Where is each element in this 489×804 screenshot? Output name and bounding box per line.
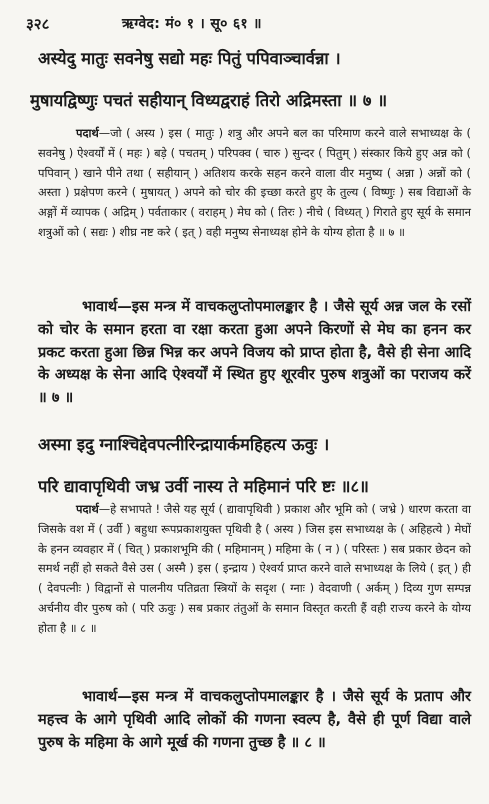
mantra-7-line-2: मुषायद्विष्णुः पचतं सहीयान् विध्यद्वराहं तिरो अद्रिमस्ता ॥ ७ ॥	[30, 91, 388, 110]
bhavartha-7	[38, 296, 471, 410]
padartha-8-text: —हे सभापते ! जैसे यह सूर्य ( द्यावापृथिवी ) प्रकाश और भूमि को ( जभ्रे ) धारण करता वा जिसके वश में ( उर्वी ) बहुधा रूपप्रकाशयुक्त पृथिवी है ( अस्य ) जिस इस सभाध्यक्ष के ( अहिहत्ये ) मेघों के हनन व्यवहार में ( चित् ) प्रकाशभूमि की ( महिमानम् ) महिमा के ( न ) ( परिस्तः ) सब प्रकार छेदन को समर्थ नहीं हो सकते वैसे उस ( अस्मै ) इस ( इन्द्राय ) ऐश्वर्य प्राप्त करने वाले सभाध्यक्ष के लिये ( इत् ) ही ( देवपत्नीः ) विद्वानों से पालनीय पतिव्रता स्त्रियों के सदृश ( ग्नाः ) वेदवाणी ( अर्कम् ) दिव्य गुण सम्पन्न अर्चनीय वीर पुरुष को ( परि ऊवुः ) सब प्रकार तंतुओं के समान विस्तृत करती हैं वही राज्य करने के योग्य होता है ॥ ८ ॥	[38, 502, 471, 635]
bhavartha-8-text: —इस मन्त्र में वाचकलुप्तोपमालङ्कार है । जैसे सूर्य के प्रताप और महत्त्व के आगे पृथिवी आदि लोकों की गणना स्वल्प है, वैसे ही पूर्ण विद्या वाले पुरुष के महिमा के आगे मूर्ख की गणना तुच्छ है ॥ ८ ॥	[38, 688, 471, 751]
padartha-label: पदार्थ	[76, 126, 99, 140]
page-header	[26, 14, 463, 36]
mantra-8-line-2: परि द्यावापृथिवी जभ्र उर्वी नास्य ते महिमानं परि ष्टः ॥८॥	[38, 477, 369, 496]
padartha-7-text: —जो ( अस्य ) इस ( मातुः ) शत्रु और अपने बल का परिमाण करने वाले सभाध्यक्ष के ( सवनेषु ) ऐश्वर्यों में ( महः ) बड़े ( पचतम् ) परिपक्व ( चारु ) सुन्दर ( पितुम् ) संस्कार किये हुए अन्न को ( पपिवान् ) खाने पीने तथा ( सहीयान् ) अतिशय करके सहन करने वाला वीर मनुष्य ( अन्ना ) अन्नों को ( अस्ता ) प्रक्षेपण करने ( मुषायत् ) अपने को चोर की इच्छा करते हुए के तुल्य ( विष्णुः ) सब विद्याओं के अङ्गों में व्यापक ( अद्रिम् ) पर्वताकार ( वराहम् ) मेघ को ( तिरः ) नीचे ( विध्यत् ) गिराते हुए सूर्य के समान शत्रुओं को ( सद्यः ) शीघ्र नष्ट करे ( इत् ) वही मनुष्य सेनाध्यक्ष होने के योग्य होता है ॥ ७ ॥	[38, 126, 471, 239]
bhavartha-7-text: —इस मन्त्र में वाचकलुप्तोपमालङ्कार है । जैसे सूर्य अन्न जल के रसों को चोर के समान हरता वा रक्षा करता हुआ अपने किरणों से मेघ का हनन कर प्रकट करता हुआ छिन्न भिन्न कर अपने विजय को प्राप्त होता है, वैसे ही सेना आदि के अध्यक्ष के सेना आदि ऐश्वर्यों में स्थित हुए शूरवीर पुरुष शत्रुओं का पराजय करें ॥ ७ ॥	[38, 298, 471, 407]
padartha-label: पदार्थ	[76, 502, 99, 516]
page-number: ३२८	[26, 15, 50, 33]
running-title: ऋग्वेद: मं० १ । सू० ६१ ॥	[122, 16, 262, 32]
bhavartha-8	[38, 686, 471, 754]
padartha-7	[38, 124, 471, 243]
mantra-7-line-1: अस्येदु मातुः सवनेषु सद्यो महः पितुं पपिवाञ्चार्वन्ना ।	[38, 49, 341, 68]
bhavartha-label: भावार्थ	[82, 688, 118, 705]
bhavartha-label: भावार्थ	[82, 298, 118, 315]
mantra-8-line-1: अस्मा इदु ग्नाश्चिद्देवपत्नीरिन्द्रायार्कमहिहत्य ऊवुः ।	[38, 435, 330, 454]
padartha-8	[38, 500, 471, 639]
